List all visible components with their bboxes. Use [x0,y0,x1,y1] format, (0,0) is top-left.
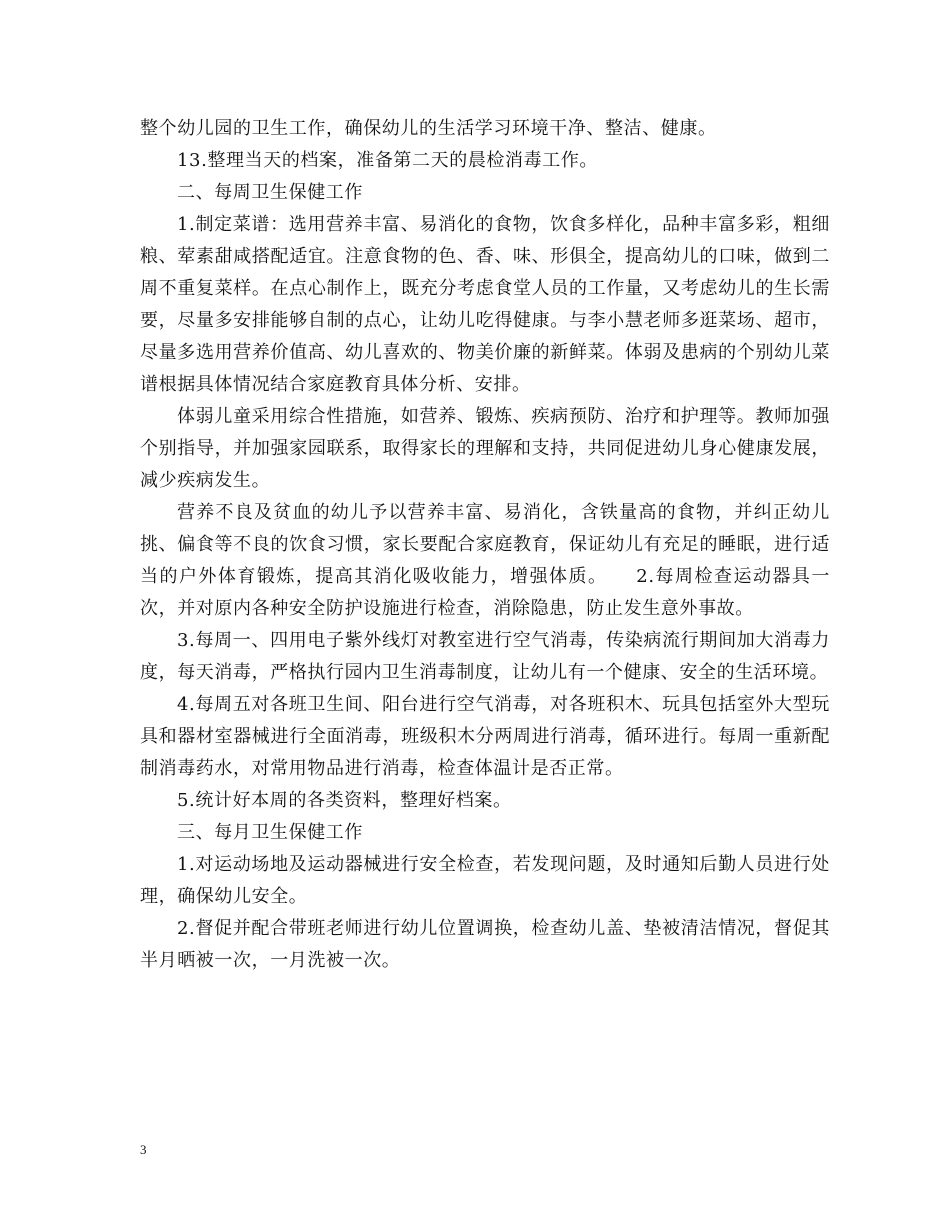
paragraph: 1.对运动场地及运动器械进行安全检查，若发现问题，及时通知后勤人员进行处理，确保幼儿安全。 [140,854,830,907]
document-body [140,113,830,977]
paragraph: 3.每周一、四用电子紫外线灯对教室进行空气消毒，传染病流行期间加大消毒力度，每天消毒，严格执行园内卫生消毒制度，让幼儿有一个健康、安全的生活环境。 [140,630,830,683]
paragraph: 1.制定菜谱：选用营养丰富、易消化的食物，饮食多样化，品种丰富多彩，粗细粮、荤素甜咸搭配适宜。注意食物的色、香、味、形俱全，提高幼儿的口味，做到二周不重复菜样。在点心制作上，既充分考虑食堂人员的工作量，又考虑幼儿的生长需要，尽量多安排能够自制的点心，让幼儿吃得健康。与李小慧老师多逛菜场、超市，尽量多选用营养价值高、幼儿喜欢的、物美价廉的新鲜菜。体弱及患病的个别幼儿菜谱根据具体情况结合家庭教育具体分析、安排。 [140,214,830,395]
paragraph: 营养不良及贫血的幼儿予以营养丰富、易消化，含铁量高的食物，并纠正幼儿挑、偏食等不良的饮食习惯，家长要配合家庭教育，保证幼儿有充足的睡眠，进行适当的户外体育锻炼，提高其消化吸收能力，增强体质。 2.每周检查运动器具一次，并对原内各种安全防护设施进行检查，消除隐患，防止发生意外事故。 [140,502,830,619]
section-heading: 三、每月卫生保健工作 [177,822,363,843]
paragraph: 体弱儿童采用综合性措施，如营养、锻炼、疾病预防、治疗和护理等。教师加强个别指导，并加强家园联系，取得家长的理解和支持，共同促进幼儿身心健康发展，减少疾病发生。 [140,406,830,491]
paragraph: 整个幼儿园的卫生工作，确保幼儿的生活学习环境干净、整洁、健康。 [140,118,717,139]
paragraph: 13.整理当天的档案，准备第二天的晨检消毒工作。 [177,150,599,171]
paragraph: 5.统计好本周的各类资料，整理好档案。 [177,790,512,811]
paragraph: 2.督促并配合带班老师进行幼儿位置调换，检查幼儿盖、垫被清洁情况，督促其半月晒被一次，一月洗被一次。 [140,918,830,971]
section-heading: 二、每周卫生保健工作 [177,182,363,203]
page-number: 3 [140,1142,147,1157]
paragraph: 4.每周五对各班卫生间、阳台进行空气消毒，对各班积木、玩具包括室外大型玩具和器材室器械进行全面消毒，班级积木分两周进行消毒，循环进行。每周一重新配制消毒药水，对常用物品进行消毒，检查体温计是否正常。 [140,694,830,779]
